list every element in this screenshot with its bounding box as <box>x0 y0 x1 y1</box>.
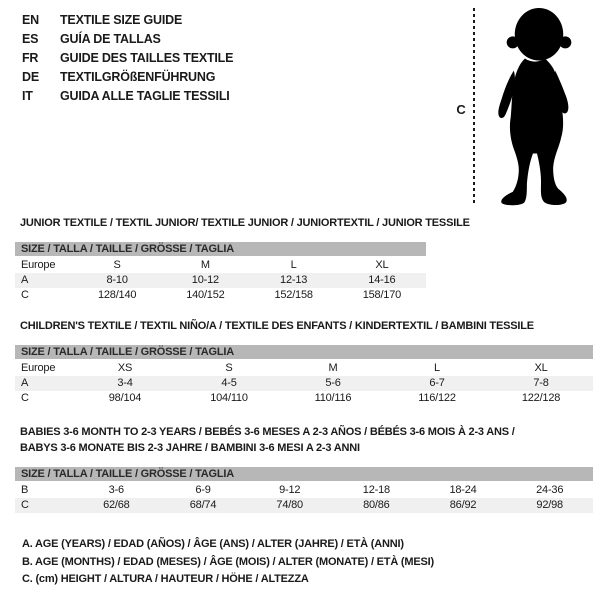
size-value: 92/98 <box>536 499 563 511</box>
toddler-silhouette <box>480 4 598 208</box>
size-value: 12-13 <box>280 274 308 286</box>
language-code: EN <box>22 13 39 27</box>
section-title: CHILDREN'S TEXTILE / TEXTIL NIÑO/A / TEXTILE DES ENFANTS / KINDERTEXTIL / BAMBINI TESSILE <box>20 320 534 332</box>
table-row <box>15 361 593 376</box>
size-value: M <box>200 259 210 271</box>
language-row <box>22 11 233 30</box>
language-row <box>22 68 233 87</box>
size-value: 122/128 <box>521 392 561 404</box>
height-measure-label: C <box>456 102 466 117</box>
size-value: 7-8 <box>533 377 549 389</box>
footnote-line: A. AGE (YEARS) / EDAD (AÑOS) / ÂGE (ANS) / ALTER (JAHRE) / ETÀ (ANNI) <box>22 538 404 550</box>
guide-title: GUIDA ALLE TAGLIE TESSILI <box>60 89 230 103</box>
size-value: S <box>113 259 121 271</box>
size-value: 158/170 <box>362 289 402 301</box>
size-section-0 <box>15 215 470 303</box>
size-value: 140/152 <box>186 289 225 301</box>
row-label: Europe <box>21 259 56 271</box>
language-row <box>22 30 233 49</box>
language-code: FR <box>22 51 39 65</box>
size-value: M <box>328 362 338 374</box>
guide-title: GUIDE DES TAILLES TEXTILE <box>60 51 234 65</box>
language-row <box>22 87 233 106</box>
table-header-bar: SIZE / TALLA / TAILLE / GRÖSSE / TAGLIA <box>15 467 593 481</box>
table-row <box>15 258 426 273</box>
size-value: 14-16 <box>368 274 396 286</box>
language-code: IT <box>22 89 33 103</box>
size-value: 18-24 <box>449 484 477 496</box>
size-value: XS <box>117 362 133 374</box>
size-value: 4-5 <box>221 377 237 389</box>
size-value: 98/104 <box>108 392 142 404</box>
size-value: 152/158 <box>274 289 313 301</box>
footnote-line: B. AGE (MONTHS) / EDAD (MESES) / ÂGE (MOIS) / ALTER (MONATE) / ETÀ (MESI) <box>22 555 434 568</box>
size-value: 86/92 <box>449 499 477 511</box>
size-value: L <box>290 259 297 271</box>
size-value: 68/74 <box>189 499 217 511</box>
size-value: 12-18 <box>362 484 390 496</box>
footnotes <box>22 536 434 589</box>
table-row <box>15 498 593 513</box>
size-table <box>15 242 426 303</box>
row-label: A <box>21 377 29 389</box>
size-value: 8-10 <box>106 274 128 286</box>
size-value: 80/86 <box>363 499 390 511</box>
size-value: 3-4 <box>117 377 133 389</box>
row-label: B <box>21 484 29 496</box>
language-title-list <box>22 11 233 106</box>
table-row <box>15 483 593 498</box>
height-measure-dashed-line <box>473 8 475 206</box>
size-value: 128/140 <box>97 289 137 301</box>
size-value: 24-36 <box>536 484 564 496</box>
row-label: C <box>21 499 29 511</box>
table-row <box>15 273 426 288</box>
table-row <box>15 288 426 303</box>
table-header-bar: SIZE / TALLA / TAILLE / GRÖSSE / TAGLIA <box>15 345 593 359</box>
size-section-1 <box>15 318 593 406</box>
size-table <box>15 345 593 406</box>
size-value: 9-12 <box>279 484 301 496</box>
size-table <box>15 467 593 513</box>
size-section-2 <box>15 424 593 513</box>
size-value: 110/116 <box>314 392 352 404</box>
language-code: ES <box>22 32 39 46</box>
row-label: A <box>21 274 29 286</box>
size-value: 74/80 <box>276 499 303 511</box>
guide-title: TEXTILGRÖßENFÜHRUNG <box>60 70 216 84</box>
row-label: C <box>21 289 29 301</box>
size-value: 104/110 <box>210 392 248 404</box>
size-value: S <box>225 362 233 374</box>
size-value: 116/122 <box>418 392 456 404</box>
row-label: Europe <box>21 362 56 374</box>
language-code: DE <box>22 70 39 84</box>
guide-title: GUÍA DE TALLAS <box>60 32 161 46</box>
height-measure-figure <box>440 0 600 212</box>
section-title: BABYS 3-6 MONATE BIS 2-3 JAHRE / BAMBINI 3-6 MESI A 2-3 ANNI <box>20 442 360 454</box>
size-value: 6-9 <box>195 484 211 496</box>
table-header-bar: SIZE / TALLA / TAILLE / GRÖSSE / TAGLIA <box>15 242 426 256</box>
size-value: 5-6 <box>325 377 341 389</box>
size-value: XL <box>375 259 389 271</box>
table-row <box>15 376 593 391</box>
section-title: BABIES 3-6 MONTH TO 2-3 YEARS / BEBÉS 3-6 MESES A 2-3 AÑOS / BÉBÉS 3-6 MOIS À 2-3 ANS / <box>20 426 515 438</box>
size-value: 10-12 <box>191 274 219 286</box>
size-value: 6-7 <box>429 377 445 389</box>
guide-title: TEXTILE SIZE GUIDE <box>60 13 183 27</box>
footnote-line: C. (cm) HEIGHT / ALTURA / HAUTEUR / HÖHE / ALTEZZA <box>22 573 309 585</box>
size-value: 62/68 <box>103 499 130 511</box>
size-value: 3-6 <box>108 484 124 496</box>
table-row <box>15 391 593 406</box>
size-value: L <box>434 362 440 374</box>
language-row <box>22 49 233 68</box>
row-label: C <box>21 392 29 404</box>
size-value: XL <box>534 362 548 374</box>
section-title: JUNIOR TEXTILE / TEXTIL JUNIOR/ TEXTILE JUNIOR / JUNIORTEXTIL / JUNIOR TESSILE <box>20 217 470 229</box>
